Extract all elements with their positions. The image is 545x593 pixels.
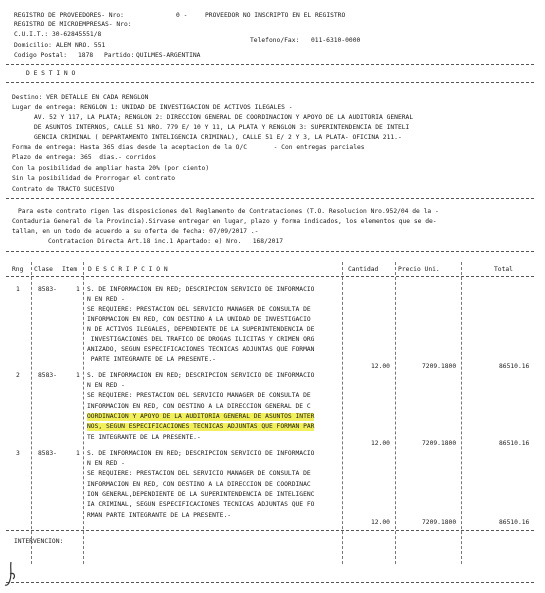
row-desc-line: S. DE INFORMACION EN RED; DESCRIPCION SERVICIO DE INFORMACIO [87, 450, 315, 457]
row-desc-line: ANIZADO, SEGUN ESPECIFICACIONES TECNICAS ADJUNTAS QUE FORMAN [87, 346, 315, 353]
destino-line: DE ASUNTOS INTERNOS, CALLE 51 NRO. 779 E/ 10 Y 11, LA PLATA Y RENGLON 3: SUPERINTENDENCIA DE INTELI [34, 124, 410, 131]
row-item: 1 [76, 286, 80, 293]
registro-microempresas-label: REGISTRO DE MICROEMPRESAS- Nro: [14, 21, 132, 28]
row-desc-line: N DE ACTIVOS ILEGALES, DEPENDIENTE DE LA SUPERINTENDENCIA DE [87, 326, 315, 333]
column-rule [342, 262, 343, 564]
row-total: 86510.16 [499, 440, 530, 447]
row-desc-line: RMAN PARTE INTEGRANTE DE LA PRESENTE.- [87, 512, 232, 519]
row-desc-line: SE REQUIERE: PRESTACION DEL SERVICIO MANAGER DE CONSULTA DE [87, 470, 311, 477]
row-clase: 8583- [38, 372, 57, 379]
row-desc-line: PARTE INTEGRANTE DE LA PRESENTE.- [87, 356, 216, 363]
row-desc-line: SE REQUIERE: PRESTACION DEL SERVICIO MANAGER DE CONSULTA DE [87, 392, 311, 399]
col-header-clase: Clase [34, 266, 53, 273]
row-rng: 1 [16, 286, 20, 293]
row-desc-line: ION GENERAL,DEPENDIENTE DE LA SUPERINTENDENCIA DE INTELIGENC [87, 491, 315, 498]
notice-line: Contratacion Directa Art.18 inc.1 Apartado: e) Nro. 168/2017 [48, 238, 284, 245]
row-desc-line: TE INTEGRANTE DE LA PRESENTE.- [87, 434, 201, 441]
row-clase: 8583- [38, 450, 57, 457]
destino-line: Forma de entrega: Hasta 365 dias desde la aceptacion de la O/C - Con entregas parciales [12, 144, 365, 151]
col-header-item: Item [62, 266, 78, 273]
cuit-label: C.U.I.T.: [14, 31, 49, 38]
row-rng: 2 [16, 372, 20, 379]
registro-status: PROVEEDOR NO INSCRIPTO EN EL REGISTRO [205, 12, 346, 19]
row-desc-line-highlighted: NOS, SEGUN ESPECIFICACIONES TECNICAS ADJUNTAS QUE FORMAN PAR [87, 423, 315, 430]
col-header-descripcion: D E S C R I P C I O N [88, 266, 168, 273]
intervencion-label: INTERVENCION: [14, 538, 64, 545]
row-desc-line: IA CRIMINAL, SEGUN ESPECIFICACIONES TECNICAS ADJUNTAS QUE FO [87, 501, 315, 508]
destino-line: Contrato de TRACTO SUCESIVO [12, 186, 115, 193]
col-header-cantidad: Cantidad [348, 266, 379, 273]
row-desc-line: N EN RED - [87, 460, 125, 467]
row-desc-line: N EN RED - [87, 382, 125, 389]
domicilio-label: Domicilio: [14, 42, 52, 49]
row-cantidad: 12.00 [371, 519, 390, 526]
row-cantidad: 12.00 [371, 440, 390, 447]
row-desc-line: INFORMACION EN RED, CON DESTINO A LA DIRECCION DE COORDINAC [87, 481, 311, 488]
registro-proveedores-value: 0 - [176, 12, 188, 19]
divider [6, 530, 534, 531]
row-total: 86510.16 [499, 519, 530, 526]
telefono-value: 011-6310-0000 [311, 37, 361, 44]
row-cantidad: 12.00 [371, 363, 390, 370]
row-desc-line: N EN RED - [87, 296, 125, 303]
col-header-total: Total [494, 266, 513, 273]
row-desc-line: INFORMACION EN RED, CON DESTINO A LA UNIDAD DE INVESTIGACIO [87, 316, 311, 323]
row-item: 1 [76, 372, 80, 379]
destino-line: GENCIA CRIMINAL ( DEPARTAMENTO INTELIGENCIA CRIMINAL), CALLE 51 E/ 2 Y 3, LA PLATA- OFICINA 211.- [34, 134, 402, 141]
codigo-postal-value: 1878 [78, 52, 94, 59]
row-desc-line: SE REQUIERE: PRESTACION DEL SERVICIO MANAGER DE CONSULTA DE [87, 306, 311, 313]
column-rule [83, 262, 84, 564]
codigo-postal-label: Codigo Postal: [14, 52, 68, 59]
cuit-value: 30-62845551/8 [52, 31, 102, 38]
handwritten-mark [2, 560, 20, 588]
destino-line: Con la posibilidad de ampliar hasta 20% (por ciento) [12, 165, 210, 172]
notice-line: tallan, en un todo de acuerdo a su oferta de fecha: 07/09/2017 .- [12, 228, 259, 235]
col-header-rng: Rng [12, 266, 24, 273]
column-rule [461, 262, 462, 564]
destino-line: Destino: VER DETALLE EN CADA RENGLON [12, 94, 149, 101]
column-rule [395, 262, 396, 564]
partido-label: Partido: [104, 52, 135, 59]
destino-line: Sin la posibilidad de Prorrogar el contrato [12, 175, 176, 182]
row-item: 1 [76, 450, 80, 457]
divider [6, 582, 534, 583]
registro-proveedores-label: REGISTRO DE PROVEEDORES- Nro: [14, 12, 124, 19]
row-clase: 8583- [38, 286, 57, 293]
divider [6, 276, 534, 277]
divider [6, 251, 534, 252]
row-precio: 7209.1800 [422, 440, 457, 447]
row-rng: 3 [16, 450, 20, 457]
partido-value: QUILMES-ARGENTINA [136, 52, 201, 59]
domicilio-value: ALEM NRO. 551 [56, 42, 106, 49]
row-precio: 7209.1800 [422, 363, 457, 370]
divider [6, 198, 534, 199]
row-total: 86510.16 [499, 363, 530, 370]
row-desc-line: S. DE INFORMACION EN RED; DESCRIPCION SERVICIO DE INFORMACIO [87, 372, 315, 379]
destino-line: AV. 52 Y 117, LA PLATA; RENGLON 2: DIRECCION GENERAL DE COORDINACION Y APOYO DE LA AUDITORIA GENERAL [34, 114, 414, 121]
column-rule [31, 262, 32, 564]
divider [6, 64, 534, 65]
row-desc-line: INVESTIGACIONES DEL TRAFICO DE DROGAS ILICITAS Y CRIMEN ORG [87, 336, 315, 343]
notice-line: Para este contrato rigen las disposiciones del Reglamento de Contrataciones (T.O. Resolucion Nro.952/04 de la - [18, 208, 439, 215]
row-precio: 7209.1800 [422, 519, 457, 526]
col-header-precio: Precio Uni. [398, 266, 440, 273]
notice-line: Contaduria General de la Provincia).Sirvase entregar en lugar, plazo y forma indicados, los elementos que se de- [12, 218, 437, 225]
row-desc-line: S. DE INFORMACION EN RED; DESCRIPCION SERVICIO DE INFORMACIO [87, 286, 315, 293]
destino-line: Lugar de entrega: RENGLON 1: UNIDAD DE INVESTIGACION DE ACTIVOS ILEGALES - [12, 104, 293, 111]
destino-heading: D E S T I N O [26, 70, 76, 77]
telefono-label: Telefono/Fax: [250, 37, 300, 44]
divider [6, 82, 534, 83]
row-desc-line-highlighted: OORDINACION Y APOYO DE LA AUDITORIA GENERAL DE ASUNTOS INTER [87, 413, 315, 420]
destino-line: Plazo de entrega: 365 dias.- corridos [12, 154, 157, 161]
row-desc-line: INFORMACION EN RED, CON DESTINO A LA DIRECCION GENERAL DE C [87, 403, 311, 410]
